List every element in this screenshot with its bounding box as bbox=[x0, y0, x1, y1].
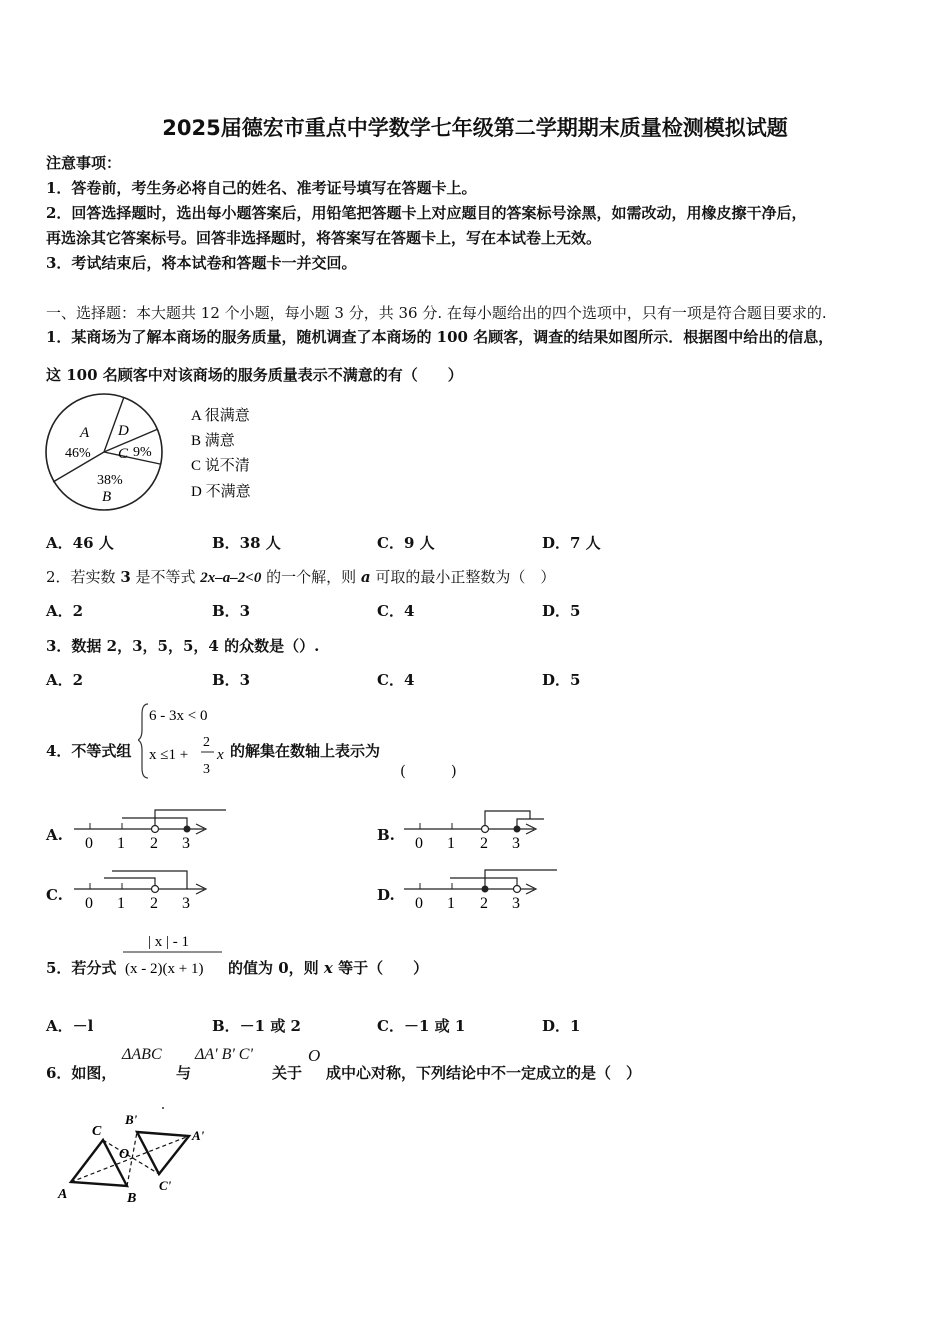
q4-frac-num: 2 bbox=[203, 735, 210, 750]
pie-pct-a: 46% bbox=[65, 446, 91, 461]
tick-label: 2 bbox=[480, 835, 488, 852]
q4-option-c[interactable]: C. bbox=[46, 886, 63, 904]
label-a: A bbox=[58, 1187, 68, 1202]
pie-label-c: C bbox=[118, 446, 129, 462]
page-title: 2025届德宏市重点中学数学七年级第二学期期末质量检测模拟试题 bbox=[162, 116, 788, 140]
q4-eq2-var: x bbox=[217, 747, 224, 763]
q2-var-a: a bbox=[360, 568, 371, 586]
q5-stem-prefix: 5．若分式 bbox=[46, 959, 117, 977]
tick-label: 0 bbox=[85, 835, 93, 852]
q2-stem bbox=[46, 566, 555, 587]
q5-text: 的值为 0，则 bbox=[228, 959, 324, 977]
q1-stem-line1: 1．某商场为了解本商场的服务质量，随机调查了本商场的 100 名顾客，调查的结果如图所示．根据图中给出的信息， bbox=[46, 328, 834, 346]
q2-text: 2．若实数 bbox=[46, 568, 121, 586]
tick-label: 0 bbox=[415, 895, 423, 912]
q4-frac-den: 3 bbox=[203, 762, 210, 777]
q6-figure bbox=[55, 1102, 225, 1212]
q6-tri1: ΔABC bbox=[122, 1046, 162, 1063]
q3-option-b[interactable]: B．3 bbox=[212, 671, 251, 689]
q5-stem-suffix bbox=[228, 957, 428, 978]
q4-option-a[interactable]: A. bbox=[46, 826, 63, 844]
tick-label: 1 bbox=[117, 835, 125, 852]
q5-var-x: x bbox=[323, 959, 333, 977]
q5-option-a[interactable]: A．－l bbox=[46, 1017, 94, 1035]
q4-option-b[interactable]: B. bbox=[377, 826, 395, 844]
q1-option-b[interactable]: B．38 人 bbox=[212, 534, 281, 552]
q4-paren: ( ) bbox=[400, 762, 457, 780]
q6-conj: 与 bbox=[176, 1064, 192, 1082]
q6-stem-prefix: 6．如图， bbox=[46, 1064, 117, 1082]
q4-numberline-a bbox=[72, 805, 237, 855]
q4-stem-prefix: 4．不等式组 bbox=[46, 742, 132, 760]
q4-numberline-d bbox=[402, 865, 567, 915]
pie-pct-c: 9% bbox=[133, 445, 152, 460]
q2-option-a[interactable]: A．2 bbox=[46, 602, 84, 620]
q5-text: 等于（ ） bbox=[332, 959, 429, 977]
q2-inequality: 2x–a–2<0 bbox=[200, 570, 262, 586]
q5-option-c[interactable]: C．－1 或 1 bbox=[377, 1017, 466, 1035]
q6-tri2: ΔA' B' C' bbox=[195, 1046, 253, 1063]
q5-denominator: (x - 2)(x + 1) bbox=[125, 961, 204, 977]
tick-label: 3 bbox=[182, 835, 190, 852]
speck bbox=[162, 1107, 164, 1109]
q4-numberline-b bbox=[402, 805, 567, 855]
notice-item: 3．考试结束后，将本试卷和答题卡一并交回。 bbox=[46, 254, 357, 272]
q6-center-o: O bbox=[308, 1046, 321, 1065]
tick-label: 2 bbox=[480, 895, 488, 912]
q1-pie-figure bbox=[40, 392, 280, 522]
q4-eq2-left: x ≤1 + bbox=[149, 747, 189, 763]
q4-option-d[interactable]: D. bbox=[377, 886, 395, 904]
tick-label: 1 bbox=[447, 895, 455, 912]
label-a1: A' bbox=[192, 1128, 205, 1143]
brace bbox=[138, 704, 148, 778]
legend-item: C 说不清 bbox=[191, 458, 250, 474]
q1-option-d[interactable]: D．7 人 bbox=[542, 534, 601, 552]
q2-option-b[interactable]: B．3 bbox=[212, 602, 251, 620]
q6-about: 关于 bbox=[272, 1064, 303, 1082]
q4-numberline-c bbox=[72, 865, 237, 915]
label-c: C bbox=[92, 1124, 102, 1139]
q3-stem: 3．数据 2，3，5，5，4 的众数是（）. bbox=[46, 637, 320, 655]
tick-label: 0 bbox=[85, 895, 93, 912]
notice-item: 再选涂其它答案标号。回答非选择题时，将答案写在答题卡上，写在本试卷上无效。 bbox=[46, 229, 602, 247]
q3-option-c[interactable]: C．4 bbox=[377, 671, 415, 689]
label-o: O bbox=[119, 1147, 130, 1162]
q3-option-d[interactable]: D．5 bbox=[542, 671, 581, 689]
q5-option-d[interactable]: D．1 bbox=[542, 1017, 581, 1035]
q4-system bbox=[138, 700, 233, 782]
q4-stem-suffix: 的解集在数轴上表示为 bbox=[230, 742, 381, 760]
q2-text: 可取的最小正整数为（ ） bbox=[370, 568, 556, 586]
tick-label: 0 bbox=[415, 835, 423, 852]
q2-option-d[interactable]: D．5 bbox=[542, 602, 581, 620]
q2-option-c[interactable]: C．4 bbox=[377, 602, 415, 620]
pie-label-b: B bbox=[102, 489, 112, 505]
q1-option-c[interactable]: C．9 人 bbox=[377, 534, 435, 552]
q1-option-a[interactable]: A．46 人 bbox=[46, 534, 114, 552]
q5-numerator: | x | - 1 bbox=[148, 934, 190, 950]
label-c1: C' bbox=[159, 1178, 172, 1193]
tick-label: 3 bbox=[182, 895, 190, 912]
q4-eq1: 6 - 3x < 0 bbox=[149, 708, 208, 724]
q2-text: 的一个解，则 bbox=[261, 568, 361, 586]
q5-option-b[interactable]: B．－1 或 2 bbox=[212, 1017, 301, 1035]
legend-item: D 不满意 bbox=[191, 484, 251, 500]
pie-label-a: A bbox=[80, 425, 90, 441]
tick-label: 2 bbox=[150, 895, 158, 912]
notice-heading: 注意事项： bbox=[46, 154, 122, 172]
tick-label: 2 bbox=[150, 835, 158, 852]
notice-item: 2．回答选择题时，选出每小题答案后，用铅笔把答题卡上对应题目的答案标号涂黑，如需改动，用橡皮擦干净后， bbox=[46, 204, 807, 222]
tick-label: 1 bbox=[117, 895, 125, 912]
q1-stem-line2: 这 100 名顾客中对该商场的服务质量表示不满意的有（ ） bbox=[46, 366, 463, 384]
q6-stem-suffix: 成中心对称，下列结论中不一定成立的是（ ） bbox=[326, 1064, 642, 1082]
legend-item: B 满意 bbox=[191, 433, 235, 449]
pie-label-d: D bbox=[118, 423, 129, 439]
q3-option-a[interactable]: A．2 bbox=[46, 671, 84, 689]
section-header: 一、选择题：本大题共 12 个小题，每小题 3 分，共 36 分. 在每小题给出的四个选项中，只有一项是符合题目要求的. bbox=[46, 304, 827, 322]
pie-pct-b: 38% bbox=[97, 473, 123, 488]
q5-fraction bbox=[120, 928, 226, 980]
tick-label: 1 bbox=[447, 835, 455, 852]
notice-item: 1．答卷前，考生务必将自己的姓名、准考证号填写在答题卡上。 bbox=[46, 179, 477, 197]
q2-text: 是不等式 bbox=[130, 568, 201, 586]
label-b: B bbox=[127, 1191, 137, 1206]
q2-number: 3 bbox=[120, 568, 131, 586]
tick-label: 3 bbox=[512, 835, 520, 852]
tick-label: 3 bbox=[512, 895, 520, 912]
legend-item: A 很满意 bbox=[191, 408, 250, 424]
label-b1: B' bbox=[125, 1112, 138, 1127]
